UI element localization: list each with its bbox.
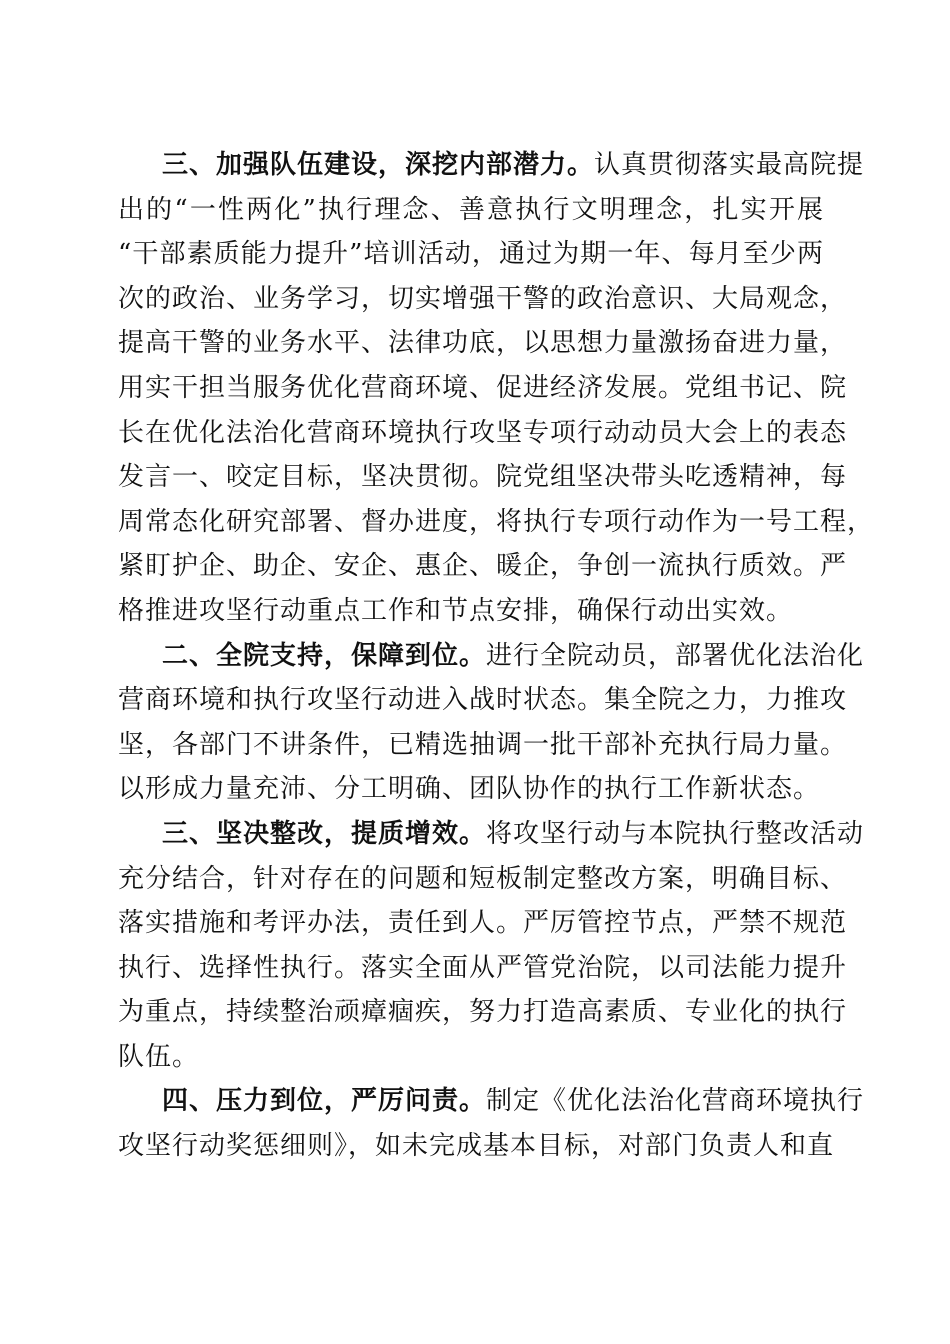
paragraph-first-line — [118, 1079, 865, 1124]
paragraph-line: 出的“一性两化”执行理念、善意执行文明理念，扎实开展 — [118, 194, 824, 225]
paragraph-first-line — [118, 143, 865, 188]
paragraph-line: 次的政治、业务学习，切实增强干警的政治意识、大局观念， — [118, 283, 848, 314]
paragraph — [118, 1079, 865, 1168]
document-body — [118, 143, 875, 1169]
section-heading: 三、加强队伍建设，深挖内部潜力。 — [162, 150, 595, 180]
paragraph-line: 坚，各部门不讲条件，已精选抽调一批干部补充执行局力量。 — [118, 729, 848, 760]
paragraph-line: 格推进攻坚行动重点工作和节点安排，确保行动出实效。 — [118, 595, 794, 626]
paragraph — [118, 143, 875, 634]
section-heading: 四、压力到位，严厉问责。 — [162, 1086, 487, 1117]
paragraph-line: 落实措施和考评办法，责任到人。严厉管控节点，严禁不规范 — [118, 908, 848, 939]
paragraph-line: 发言一、咬定目标，坚决贯彻。院党组坚决带头吃透精神，每 — [118, 462, 848, 493]
paragraph-text: 将攻坚行动与本院执行整改活动 — [486, 818, 865, 849]
paragraph-line: “干部素质能力提升”培训活动，通过为期一年、每月至少两 — [118, 239, 824, 270]
paragraph-line: 以形成力量充沛、分工明确、团队协作的执行工作新状态。 — [118, 774, 821, 805]
paragraph-line: 为重点，持续整治顽瘴痼疾，努力打造高素质、专业化的执行 — [118, 997, 848, 1028]
paragraph-line: 长在优化法治化营商环境执行攻坚专项行动动员大会上的表态 — [118, 417, 848, 448]
paragraph — [118, 634, 865, 812]
paragraph-first-line — [118, 812, 865, 857]
paragraph-line: 紧盯护企、助企、安企、惠企、暖企，争创一流执行质效。严 — [118, 551, 848, 582]
paragraph-text: 制定《优化法治化营商环境执行 — [486, 1086, 865, 1117]
section-heading: 三、坚决整改，提质增效。 — [162, 818, 487, 849]
paragraph-line: 执行、选择性执行。落实全面从严管党治院，以司法能力提升 — [118, 952, 848, 983]
paragraph — [118, 812, 865, 1080]
paragraph-text: 进行全院动员，部署优化法治化 — [486, 640, 865, 671]
paragraph-line: 营商环境和执行攻坚行动进入战时状态。集全院之力，力推攻 — [118, 685, 848, 716]
section-heading: 二、全院支持，保障到位。 — [162, 640, 487, 671]
paragraph-text: 认真贯彻落实最高院提 — [594, 150, 865, 180]
paragraph-line: 攻坚行动奖惩细则》，如未完成基本目标，对部门负责人和直 — [118, 1131, 835, 1162]
paragraph-line: 周常态化研究部署、督办进度，将执行专项行动作为一号工程， — [118, 506, 875, 537]
paragraph-line: 队伍。 — [118, 1041, 200, 1072]
paragraph-line: 提高干警的业务水平、法律功底，以思想力量激扬奋进力量， — [118, 328, 848, 359]
paragraph-line: 充分结合，针对存在的问题和短板制定整改方案，明确目标、 — [118, 863, 848, 894]
paragraph-first-line — [118, 634, 865, 679]
paragraph-line: 用实干担当服务优化营商环境、促进经济发展。党组书记、院 — [118, 372, 848, 403]
